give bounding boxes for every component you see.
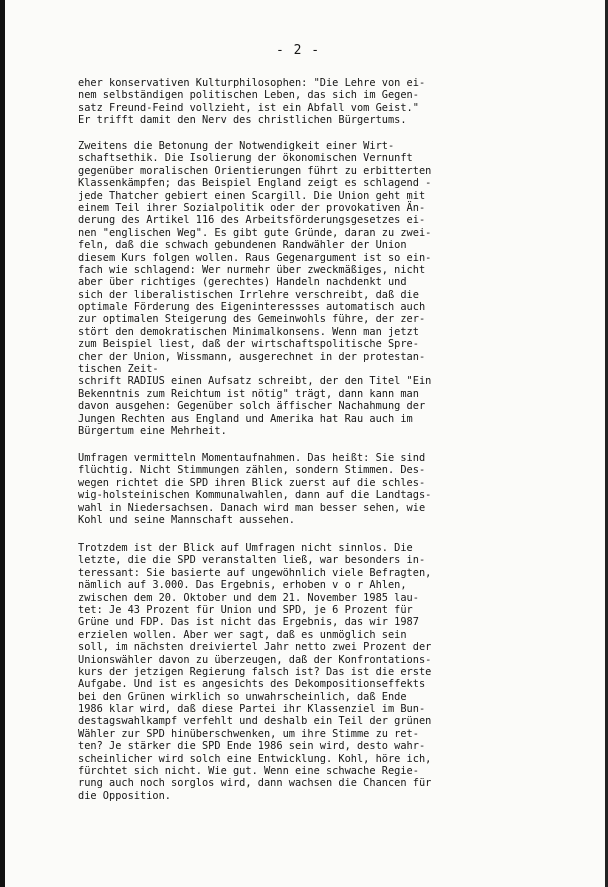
text-line: Aufgabe. Und ist es angesichts des Dekompositionseffekts [78, 678, 426, 691]
text-line: Jungen Rechten aus England und Amerika hat Rau auch im [78, 412, 413, 425]
text-line: wahl in Niedersachsen. Danach wird man besser sehen, wie [78, 501, 426, 514]
text-line: Trotzdem ist der Blick auf Umfragen nicht sinnlos. Die [78, 542, 413, 554]
text-line: ten? Je stärker die SPD Ende 1986 sein wird, desto wahr- [78, 740, 426, 753]
text-line: Wähler zur SPD hinüberschwenken, um ihre Stimme zu ret- [78, 727, 419, 740]
text-line: satz Freund-Feind vollzieht, ist ein Abfall vom Geist." [78, 101, 419, 114]
text-line: destagswahlkampf verfehlt und deshalb ein Teil der grünen [78, 715, 432, 728]
text-line: die Opposition. [78, 789, 171, 802]
text-line: jede Thatcher gebiert einen Scargill. Die Union geht mit [78, 189, 426, 202]
page-number: - 2 - [276, 43, 321, 58]
text-line: diesem Kurs folgen wollen. Raus Gegenargument ist so ein- [78, 251, 432, 264]
text-line: schaftsethik. Die Isolierung der ökonomischen Vernunft [78, 152, 413, 165]
text-line: zur optimalen Steigerung des Gemeinwohls führe, der zer- [78, 313, 426, 326]
text-line: teressant: Sie basierte auf ungewöhnlich viele Befragten, [78, 566, 432, 579]
text-line: cher der Union, Wissmann, ausgerechnet in der protestan- [78, 350, 426, 363]
text-line: Kohl und seine Mannschaft aussehen. [78, 513, 295, 526]
text-line: davon ausgehen: Gegenüber solch äffischer Nachahmung der [78, 400, 426, 413]
text-line: flüchtig. Nicht Stimmungen zählen, sondern Stimmen. Des- [78, 464, 426, 477]
text-line: Bürgertum eine Mehrheit. [78, 424, 227, 437]
text-line: erzielen wollen. Aber wer sagt, daß es unmöglich sein [78, 628, 407, 641]
text-line: wegen richtet die SPD ihren Blick zuerst auf die schles- [78, 476, 426, 489]
text-line: nen "englischen Weg". Es gibt gute Gründe, daran zu zwei- [78, 226, 432, 239]
text-line: optimale Förderung des Eigeninteressses automatisch auch [78, 301, 426, 314]
text-line: fürchtet sich nicht. Wie gut. Wenn eine schwache Regie- [78, 765, 419, 778]
text-line: gegenüber moralischen Orientierungen führt zu erbitterten [78, 164, 432, 177]
text-line: derung des Artikel 116 des Arbeitsförderungsgesetzes ei- [78, 214, 426, 227]
text-line: Umfragen vermitteln Momentaufnahmen. Das heißt: Sie sind [78, 452, 426, 464]
text-line: Bekenntnis zum Reichtum ist nötig" trägt, dann kann man [78, 387, 419, 400]
text-line: 1986 klar wird, daß diese Partei ihr Klassenziel im Bun- [78, 703, 426, 716]
text-line: letzte, die die SPD veranstalten ließ, war besonders in- [78, 554, 426, 567]
text-line: zwischen dem 20. Oktober und dem 21. November 1985 lau- [78, 591, 419, 604]
text-line: aber über richtiges (gerechtes) Handeln nachdenkt und [78, 276, 407, 289]
text-line: tet: Je 43 Prozent für Union und SPD, je 6 Prozent für [78, 603, 413, 616]
text-line: scheinlicher wird solch eine Entwicklung. Kohl, höre ich, [78, 752, 432, 765]
paragraph-2 [78, 140, 508, 437]
text-line: soll, im nächsten dreiviertel Jahr netto zwei Prozent der [78, 641, 432, 654]
text-line: rung auch noch sorglos wird, dann wachsen die Chancen für [78, 777, 432, 790]
text-line: nem selbständigen politischen Leben, das sich im Gegen- [78, 89, 419, 102]
text-line: kurs der jetzigen Regierung falsch ist? Das ist die erste [78, 665, 432, 678]
text-line: nämlich auf 3.000. Das Ergebnis, erhoben v o r Ahlen, [78, 579, 407, 592]
text-line: Unionswähler davon zu überzeugen, daß der Konfrontations- [78, 653, 432, 666]
text-line: wig-holsteinischen Kommunalwahlen, dann auf die Landtags- [78, 489, 432, 502]
text-line: fach wie schlagend: Wer nurmehr über zweckmäßiges, nicht [78, 263, 426, 276]
text-line: bei den Grünen wirklich so unwahrscheinlich, daß Ende [78, 690, 407, 703]
text-line: einem Teil ihrer Sozialpolitik oder der provokativen Än- [78, 201, 426, 214]
text-line: schrift RADIUS einen Aufsatz schreibt, der den Titel "Ein [78, 375, 432, 388]
text-line: stört den demokratischen Minimalkonsens. Wenn man jetzt [78, 325, 419, 338]
text-line: feln, daß die schwach gebundenen Randwähler der Union [78, 239, 407, 252]
text-line: tischen Zeit- [78, 363, 159, 376]
text-line: Zweitens die Betonung der Notwendigkeit einer Wirt- [78, 140, 395, 152]
paragraph-4 [78, 542, 508, 802]
text-line: zum Beispiel liest, daß der wirtschaftspolitische Spre- [78, 338, 419, 351]
paragraph-1 [78, 77, 508, 127]
text-line: sich der liberalistischen Irrlehre verschreibt, daß die [78, 288, 419, 301]
text-line: eher konservativen Kulturphilosophen: "Die Lehre von ei- [78, 77, 426, 89]
paragraph-3 [78, 452, 508, 526]
text-line: Grüne und FDP. Das ist nicht das Ergebnis, das wir 1987 [78, 616, 419, 629]
text-line: Er trifft damit den Nerv des christlichen Bürgertums. [78, 114, 407, 127]
text-line: Klassenkämpfen; das Beispiel England zeigt es schlagend - [78, 177, 432, 190]
